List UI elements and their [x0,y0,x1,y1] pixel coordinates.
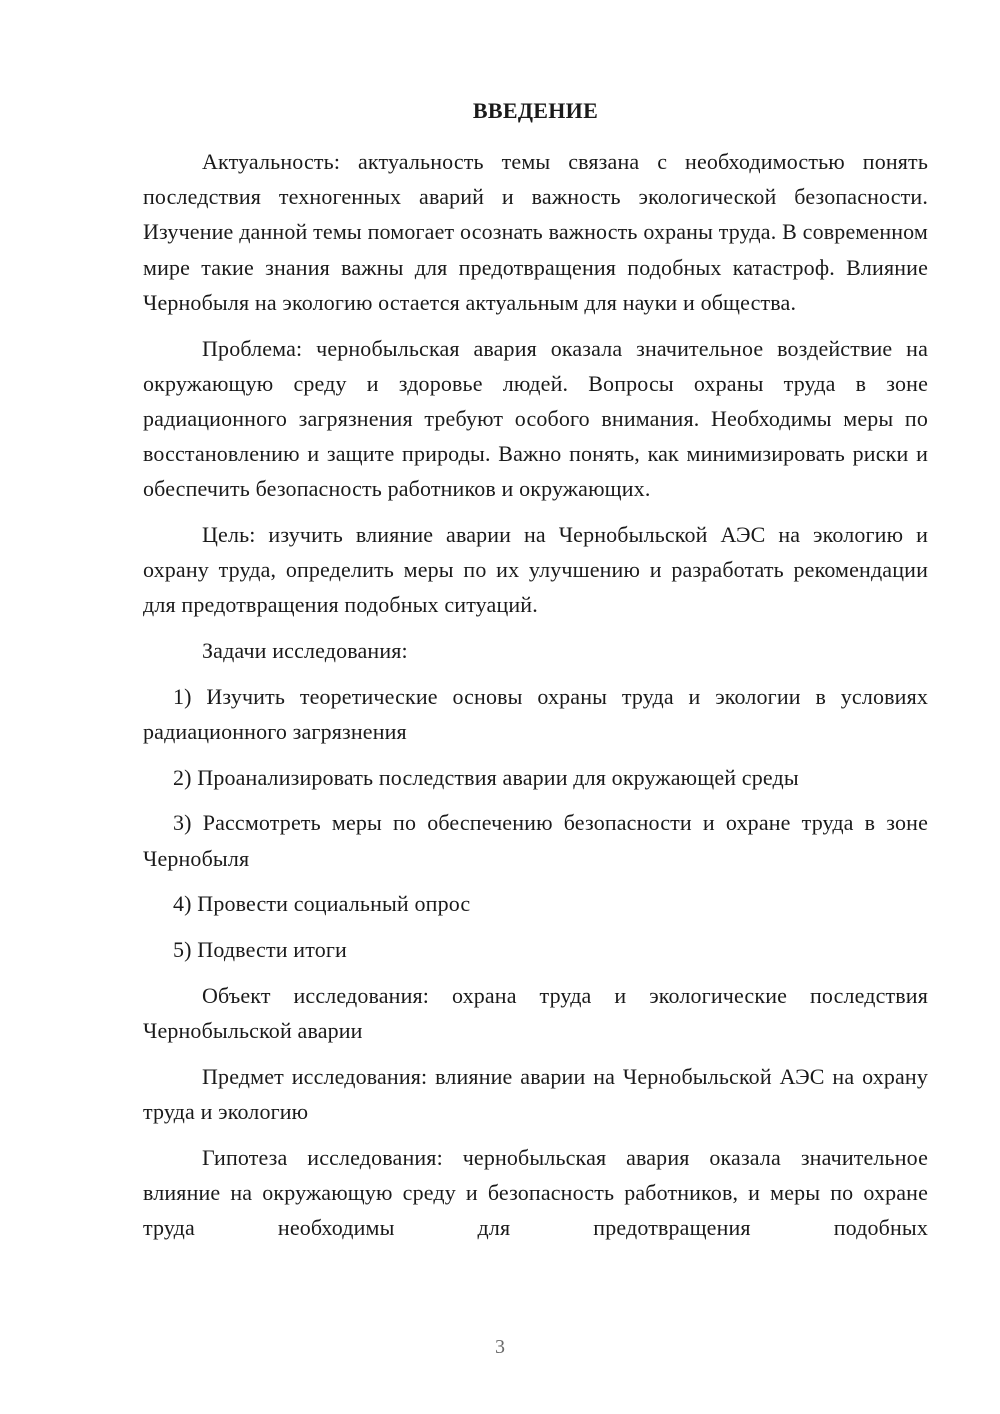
task-item-5: 5) Подвести итоги [173,937,347,963]
section-title: ВВЕДЕНИЕ [472,98,599,123]
paragraph-goal: Цель: изучить влияние аварии на Чернобыльской АЭС на экологию и охрану труда, определить меры по их улучшению и разработать рекомендации для предотвращения подобных ситуаций. [143,522,928,618]
page-content [143,96,928,1256]
task-item-2: 2) Проанализировать последствия аварии для окружающей среды [173,764,799,790]
page-number: 3 [495,1336,505,1358]
paragraph-hypothesis: Гипотеза исследования: чернобыльская авария оказала значительное влияние на окружающую среду и безопасность работников, и меры по охране труда необходимы для предотвращения подобных [143,1144,928,1240]
task-item-1: 1) Изучить теоретические основы охраны труда и экологии в условиях радиационного загрязнения [143,683,928,745]
paragraph-problem: Проблема: чернобыльская авария оказала значительное воздействие на окружающую среду и здоровье людей. Вопросы охраны труда в зоне радиационного загрязнения требуют особого внимания. Необходимы меры по восстановлению и защите природы. Важно понять, как минимизировать риски и обеспечить безопасность работников и окружающих. [143,335,928,502]
task-item-4: 4) Провести социальный опрос [173,891,471,917]
task-item-3: 3) Рассмотреть меры по обеспечению безопасности и охране труда в зоне Чернобыля [143,810,928,871]
paragraph-relevance: Актуальность: актуальность темы связана с необходимостью понять последствия техногенных аварий и важность экологической безопасности. Изучение данной темы помогает осознать важность охраны труда. В современном мире такие знания важны для предотвращения подобных катастроф. Влияние Чернобыля на экологию остается актуальным для науки и общества. [143,149,928,315]
paragraph-tasks-heading: Задачи исследования: [202,638,408,664]
paragraph-object: Объект исследования: охрана труда и экологические последствия Чернобыльской аварии [143,982,928,1043]
paragraph-subject: Предмет исследования: влияние аварии на Чернобыльской АЭС на охрану труда и экологию [143,1063,928,1124]
